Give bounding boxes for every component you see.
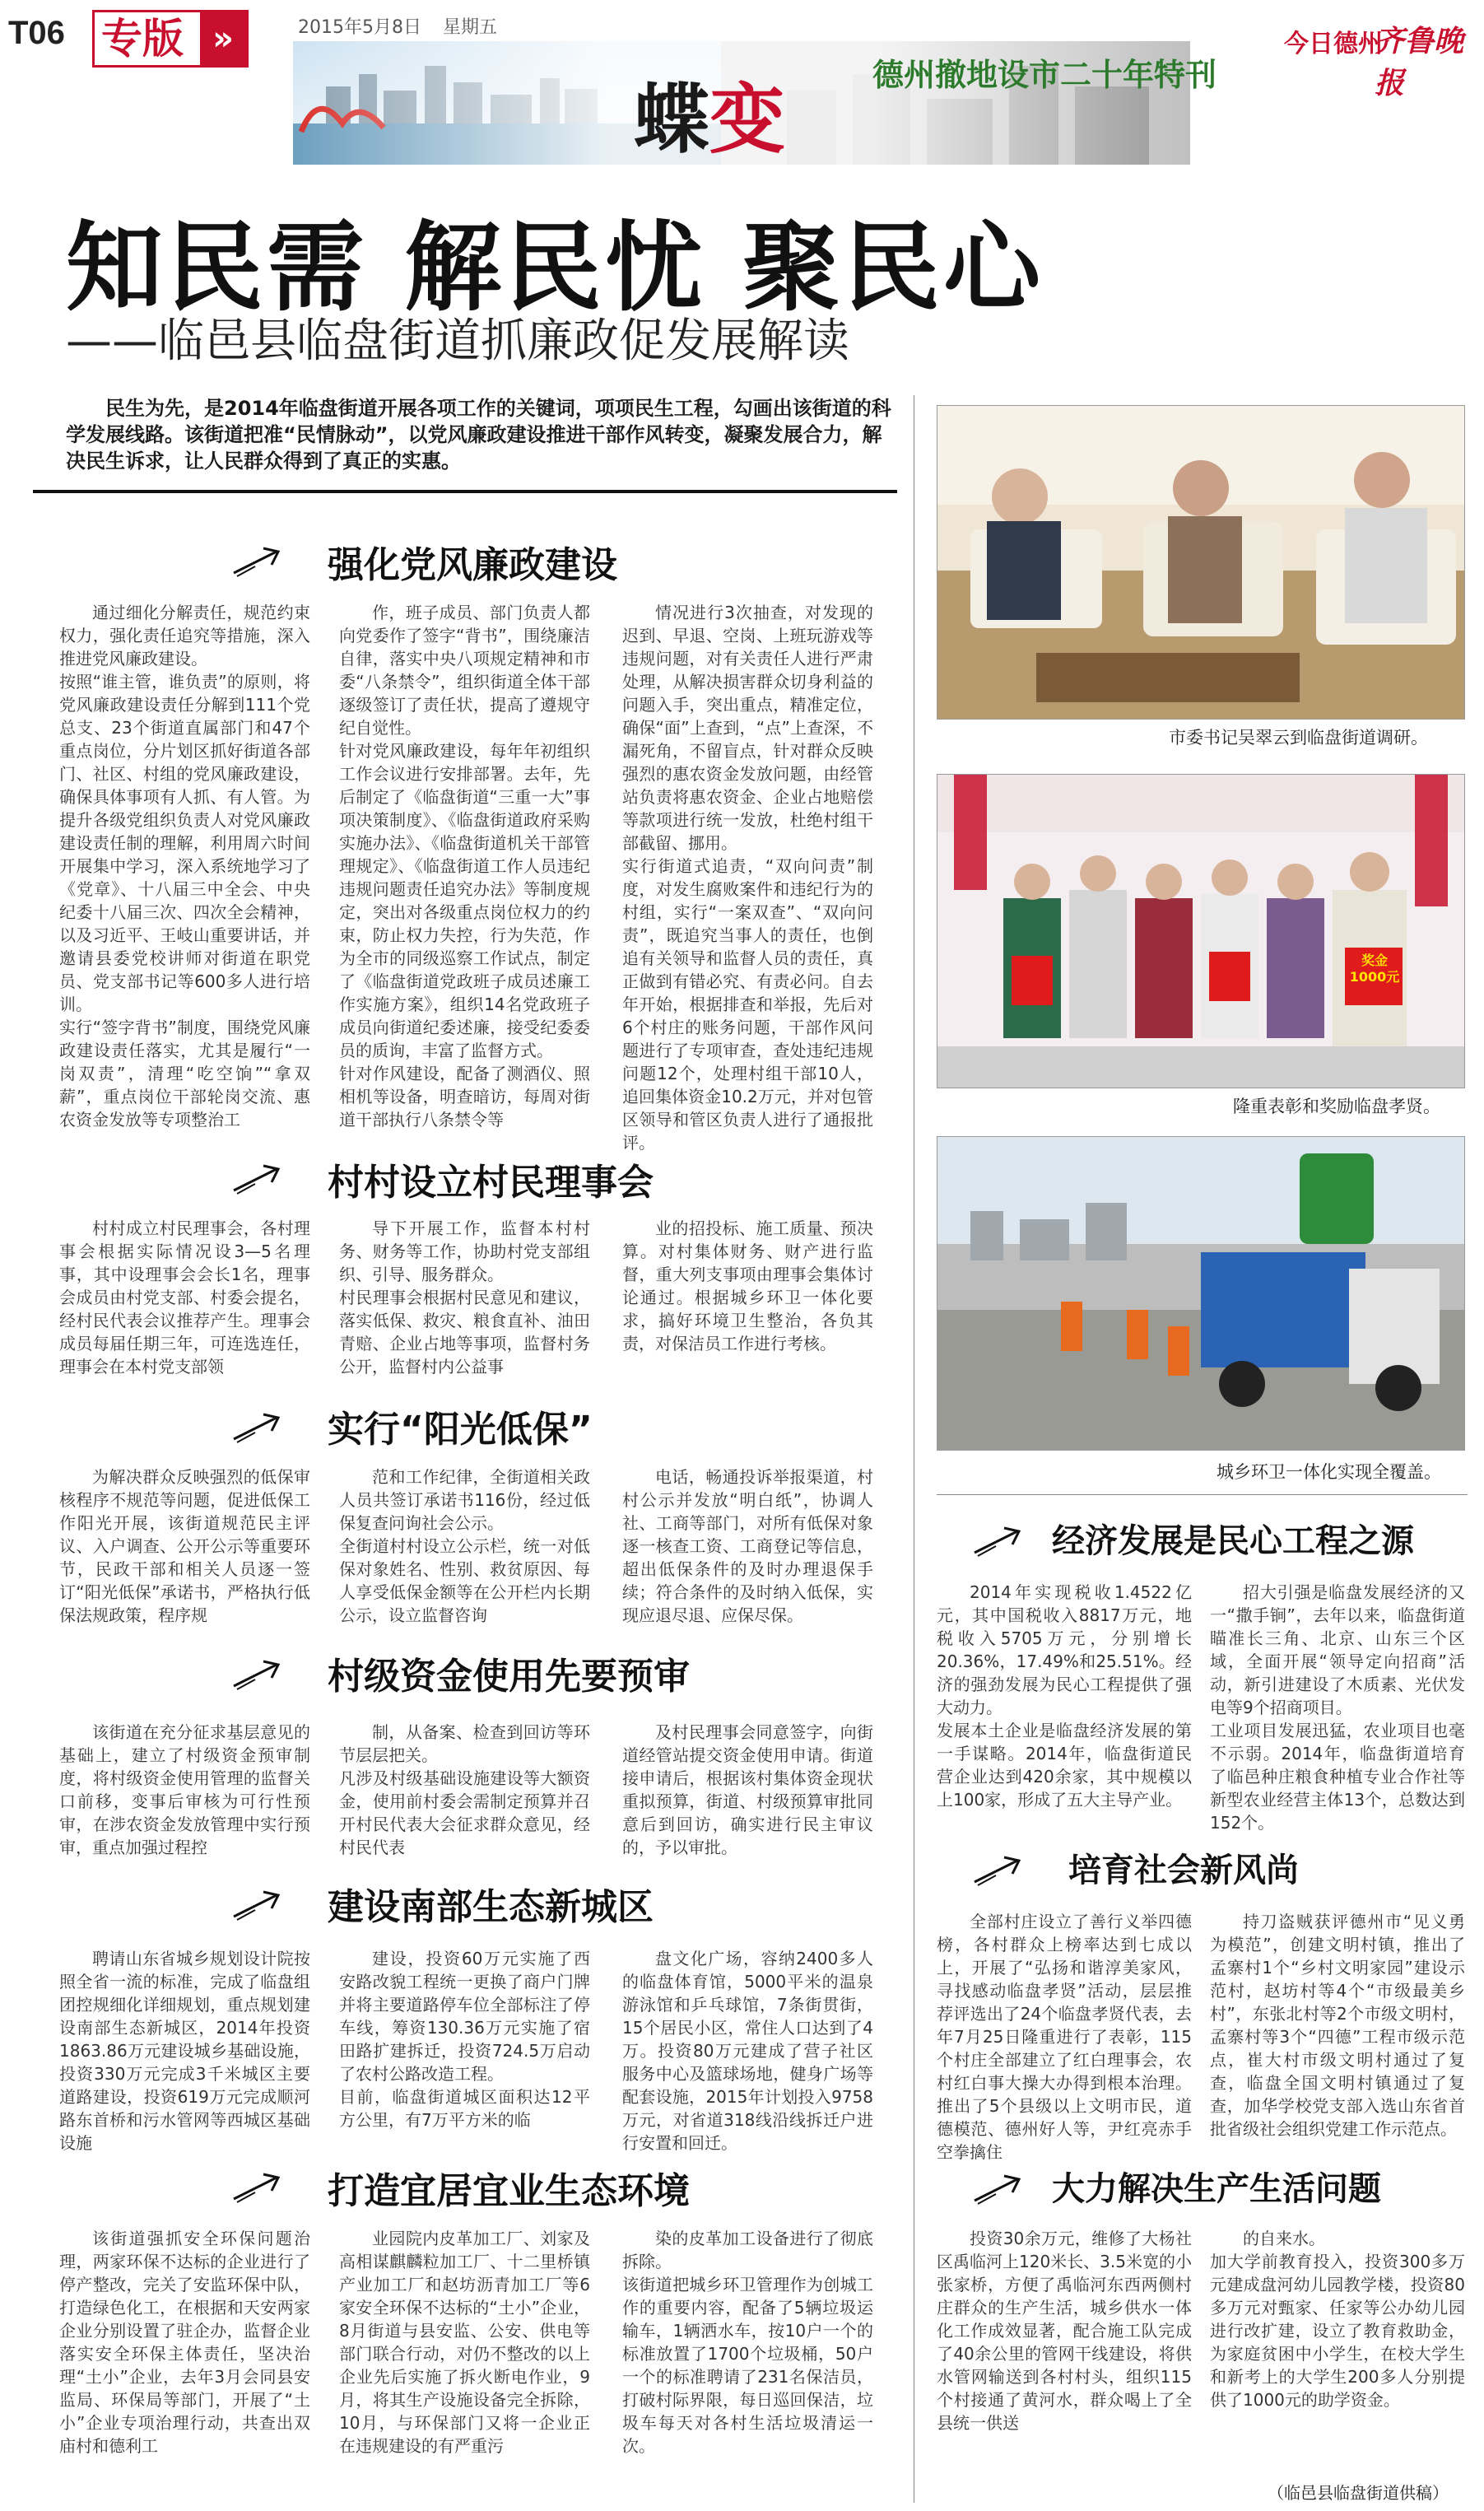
arrow-pen-icon	[230, 1409, 296, 1446]
arrow-pen-icon	[230, 2169, 296, 2206]
section-body-col2	[339, 1465, 590, 1638]
paragraph: 该街道在充分征求基层意见的基础上，建立了村级资金预审制度，将村级资金使用管理的监督关口前移，变事后审核为可行性预审，在涉农资金发放管理中实行预审，重点加强过程控	[59, 1722, 310, 1857]
section-body-col2	[339, 1721, 590, 1865]
chevron-right-icon: »	[200, 12, 246, 65]
section-label: 专版	[101, 15, 184, 63]
section-title: 建设南部生态新城区	[328, 1886, 654, 1928]
article-subheadline: ——临邑县临盘街道抓廉政促发展解读	[66, 314, 849, 368]
section-body-col1	[59, 1217, 310, 1381]
section-body-col3	[622, 1947, 873, 2161]
issue-weekday: 星期五	[443, 17, 498, 38]
paragraph: 制，从备案、检查到回访等环节层层把关。 凡涉及村级基础设施建设等大额资金，使用前村委会需制定预算并召开村民代表大会征求群众意见，经村民代表	[339, 1722, 590, 1857]
paragraph: 村村成立村民理事会，各村理事会根据实际情况设3—5名理事，其中设理事会会长1名，理事会成员由村党支部、村委会提名，经村民代表会议推荐产生。理事会成员每届任期三年，可连选连任，理事会在本村党支部领	[59, 1218, 310, 1377]
section-body-col3	[622, 2227, 873, 2507]
arrow-pen-icon	[230, 1887, 296, 1923]
section-title: 经济发展是民心工程之源	[1052, 1522, 1414, 1560]
section-body-col1	[59, 1465, 310, 1638]
photo-meeting	[937, 405, 1465, 720]
paragraph: 范和工作纪律，全街道相关政人员共签订承诺书116份，经过低保复查问询社会公示。 全街道村村设立公示栏，统一对低保对象姓名、性别、救贫原因、每人享受低保金额等在公开栏内长期公示，设立监督咨询	[339, 1467, 590, 1625]
award-badge-text: 奖金1000元	[1349, 953, 1400, 985]
banner-title-part2: 变	[709, 75, 786, 164]
brand-name-right: 齐鲁晚报	[1375, 24, 1464, 100]
paragraph: 为解决群众反映强烈的低保审核程序不规范等问题，促进低保工作阳光开展，该街道规范民主评议、入户调查、公开公示等重要环节，民政干部和相关人员逐一签订“阳光低保”承诺书，严格执行低保法规政策，程序规	[59, 1467, 310, 1625]
photo-caption: 隆重表彰和奖励临盘孝贤。	[1233, 1097, 1440, 1116]
section-title: 实行“阳光低保”	[328, 1409, 593, 1451]
paragraph: 聘请山东省城乡规划设计院按照全省一流的标准，完成了临盘组团控规细化详细规划，重点规划建设南部生态新城区，2014年投资1863.86万元建设城乡基础设施，投资330万元完成3千米城区主要道路建设，投资619万元完成顺河路东首桥和污水管网等西城区基础设施	[59, 1949, 310, 2153]
section-body-col2	[1210, 1910, 1465, 2157]
brand-name-left: 今日德州	[1284, 30, 1383, 58]
section-body-col2	[1210, 1581, 1465, 1844]
section-body-col2	[339, 2227, 590, 2507]
paragraph: 的自来水。 加大学前教育投入，投资300多万元建成盘河幼儿园教学楼，投资80多万元对甄家、任家等公办幼儿园进行改扩建，设立了教育救助金，为家庭贫困中小学生，在校大学生和新考上的大学生200多人分别提供了1000元的助学资金。	[1210, 2229, 1465, 2410]
page-number: T06	[8, 15, 65, 51]
section-title: 村级资金使用先要预审	[328, 1656, 690, 1698]
paragraph: 全部村庄设立了善行义举四德榜，各村群众上榜率达到七成以上，开展了“弘扬和谐淳美家风，寻找感动临盘孝贤”活动，层层推荐评选出了24个临盘孝贤代表，去年7月25日隆重进行了表彰，115个村庄全部建立了红白理事会，农村红白事大操大办得到根本治理。推出了5个县级以上文明市民，道德模范、德州好人等，尹红亮赤手空拳擒住	[937, 1912, 1192, 2162]
divider	[33, 490, 897, 493]
section-body-col1	[59, 601, 310, 1130]
section-title: 打造宜居宜业生态环境	[328, 2170, 690, 2212]
paragraph: 招大引强是临盘发展经济的又一“撒手锏”，去年以来，临盘街道瞄准长三角、北京、山东三个区域，全面开展“领导定向招商”活动，新引进建设了木质素、光伏发电等9个招商项目。 工业项目发展迅猛，农业项目也毫不示弱。2014年，临盘街道培育了临邑种庄粮食种植专业合作社等新型农业经营主体13个，总数达到152个。	[1210, 1582, 1465, 1833]
issue-date: 2015年5月8日	[298, 17, 421, 38]
paragraph: 2014年实现税收1.4522亿元，其中国税收入8817万元，地税收入5705万元，分别增长20.36%，17.49%和25.51%。经济的强劲发展为民心工程提供了强大动力。 发展本土企业是临盘经济发展的第一手谋略。2014年，临盘街道民营企业达到420余家，其中规模以上100家，形成了五大主导产业。	[937, 1582, 1192, 1810]
paragraph: 投资30余万元，维修了大杨社区禹临河上120米长、3.5米宽的小张家桥，方便了禹临河东西两侧村庄群众的生产生活，城乡供水一体化工作成效显著，配合施工队完成了40余公里的管网干线建设，将供水管网输送到各村村头，组织115个村接通了黄河水，群众喝上了全县统一供送	[937, 2229, 1192, 2433]
arrow-pen-icon	[230, 1656, 296, 1693]
section-title: 强化党风廉政建设	[328, 544, 617, 586]
section-body-col1	[937, 1910, 1192, 2162]
arrow-pen-icon	[230, 543, 296, 580]
paragraph: 染的皮革加工设备进行了彻底拆除。 该街道把城乡环卫管理作为创城工作的重要内容，配备了5辆垃圾运输车，1辆洒水车，按10户一个的标准放置了1700个垃圾桶，50户一个的标准聘请了231名保洁员，打破村际界限，每日巡回保洁，垃圾车每天对各村生活垃圾清运一次。	[622, 2229, 873, 2456]
section-body-col2	[339, 601, 590, 1130]
banner-subtitle: 德州撤地设市二十年特刊	[872, 57, 1217, 93]
paragraph: 持刀盗贼获评德州市“见义勇为模范”，创建文明村镇，推出了孟寨村1个“乡村文明家园”建设示范村，赵坊村等4个“市级最美乡村”，东张北村等2个市级文明村，孟寨村等3个“四德”工程市级示范点，崔大村市级文明村通过了复查，临盘全国文明村镇通过了复查，加华学校党支部入选山东省首批省级社会组织党建工作示范点。	[1210, 1912, 1465, 2139]
arrow-pen-icon	[230, 1161, 296, 1197]
arrow-pen-icon	[971, 2171, 1037, 2207]
section-body-col1	[937, 2227, 1192, 2474]
paragraph: 业园院内皮革加工厂、刘家及高相谋麒麟粒加工厂、十二里桥镇产业加工厂和赵坊沥青加工厂等6家安全环保不达标的“土小”企业，8月街道与县安监、公安、供电等部门联合行动，对仍不整改的以上企业先后实施了拆火断电作业，9月，将其生产设施设备完全拆除，10月，与环保部门又将一企业正在违规建设的有严重污	[339, 2229, 590, 2456]
paragraph: 作，班子成员、部门负责人都向党委作了签字“背书”，围绕廉洁自律，落实中央八项规定精神和市委“八条禁令”，组织街道全体干部逐级签订了责任状，提高了遵规守纪自觉性。 针对党风廉政建设，每年年初组织工作会议进行安排部署。去年，先后制定了《临盘街道“三重一大”事项决策制度》、《临盘街道政府采购实施办法》、《临盘街道机关干部管理规定》、《临盘街道工作人员违纪违规问题责任追究办法》等制度规定，突出对各级重点岗位权力的约束，防止权力失控，行为失范，作为全市的同级巡察工作试点，制定了《临盘街道党政班子成员述廉工作实施方案》，组织14名党政班子成员向街道纪委述廉，接受纪委委员的质询，丰富了监督方式。 针对作风建设，配备了测酒仪、照相机等设备，明查暗访，每周对街道干部执行八条禁令等	[339, 603, 590, 1130]
section-body-col2	[1210, 2227, 1465, 2474]
section-body-col1	[59, 2227, 310, 2507]
paragraph: 电话，畅通投诉举报渠道，村村公示并发放“明白纸”，协调人社、工商等部门，对所有低保对象逐一核查工资、工商登记等信息，超出低保条件的及时办理退保手续；符合条件的及时纳入低保，实现应退尽退、应保尽保。	[622, 1467, 873, 1625]
arrow-pen-icon	[971, 1852, 1037, 1889]
section-body-col3	[622, 1217, 873, 1381]
paragraph: 情况进行3次抽查，对发现的迟到、早退、空岗、上班玩游戏等违规问题，对有关责任人进行严肃处理，从解决损害群众切身利益的问题入手，突出重点，精准定位，确保“面”上查到，“点”上查深，不漏死角，不留盲点，针对群众反映强烈的惠农资金发放问题，由经管站负责将惠农资金、企业占地赔偿等款项进行统一发放，杜绝村组干部截留、挪用。 实行街道式追责，“双向问责”制度，对发生腐败案件和违纪行为的村组，实行“一案双查”、“双向问责”，既追究当事人的责任，也倒追有关领导和监督人员的责任，真正做到有错必究、有责必问。自去年开始，根据排查和举报，先后对6个村庄的账务问题，干部作风问题进行了专项审查，查处违纪违规问题12个，处理村组干部10人，追回集体资金10.2万元，并对包管区领导和管区负责人进行了通报批评。	[622, 603, 873, 1153]
paragraph: 该街道强抓安全环保问题治理，两家环保不达标的企业进行了停产整改，完关了安监环保中队，打造绿色化工，在根据和天安两家企业分别设置了驻企办，监督企业落实安全环保主体责任，坚决治理“土小”企业，去年3月会同县安监局、环保局等部门，开展了“土小”企业专项治理行动，共查出双庙村和德利工	[59, 2229, 310, 2456]
paragraph: 导下开展工作，监督本村村务、财务等工作，协助村党支部组织、引导、服务群众。 村民理事会根据村民意见和建议，落实低保、救灾、粮食直补、油田青赔、企业占地等事项，监督村务公开，监督村内公益事	[339, 1218, 590, 1377]
photo-caption: 城乡环卫一体化实现全覆盖。	[1217, 1462, 1441, 1482]
article-headline: 知民需 解民忧 聚民心	[66, 211, 1044, 324]
paragraph: 建设，投资60万元实施了西安路改貌工程统一更换了商户门牌并将主要道路停车位全部标注了停车线，筹资130.36万元实施了宿田路扩建拆迁，投资724.5万启动了农村公路改造工程。 目前，临盘街道城区面积达12平方公里，有7万平方米的临	[339, 1949, 590, 2130]
section-body-col3	[622, 1721, 873, 1865]
paragraph: 业的招投标、施工质量、预决算。对村集体财务、财产进行监督，重大列支事项由理事会集体讨论通过。根据城乡环卫一体化要求，搞好环境卫生整治，各负其责，对保洁员工作进行考核。	[622, 1218, 873, 1353]
section-body-col1	[937, 1581, 1192, 1844]
section-title: 培育社会新风尚	[1068, 1852, 1299, 1889]
section-body-col3	[622, 601, 873, 1153]
photo-award-ceremony	[937, 774, 1465, 1088]
section-body-col3	[622, 1465, 873, 1638]
section-body-col2	[339, 1947, 590, 2161]
photo-caption: 市委书记吴翠云到临盘街道调研。	[1169, 728, 1428, 748]
banner-title	[634, 59, 785, 168]
paragraph: 盘文化广场，容纳2400多人的临盘体育馆，5000平米的温泉游泳馆和乒乓球馆，7条街贯街，15个居民小区，常住人口达到了4万。投资80万元建成了营子社区服务中心及篮球场地，健身广场等配套设施，2015年计划投入9758万元，对省道318线沿线拆迁户进行安置和回迁。	[622, 1949, 873, 2153]
section-body-col1	[59, 1947, 310, 2161]
article-credit: （临邑县临盘街道供稿）	[1268, 2483, 1449, 2503]
section-title: 村村设立村民理事会	[328, 1162, 654, 1204]
divider	[937, 1494, 1468, 1495]
section-title: 大力解决生产生活问题	[1052, 2170, 1381, 2208]
section-body-col2	[339, 1217, 590, 1381]
photo-sanitation	[937, 1136, 1465, 1451]
section-tag	[92, 10, 249, 68]
paragraph: 通过细化分解责任，规范约束权力，强化责任追究等措施，深入推进党风廉政建设。 按照“谁主管，谁负责”的原则，将党风廉政建设责任分解到111个党总支、23个街道直属部门和47个重点岗位，分片划区抓好街道各部门、社区、村组的党风廉政建设，确保具体事项有人抓、有人管。为提升各级党组织负责人对党风廉政建设责任制的理解，利用周六时间开展集中学习，深入系统地学习了《党章》、十八届三中全会、中央纪委十八届三次、四次全会精神，以及习近平、王岐山重要讲话，并邀请县委党校讲师对街道在职党员、党支部书记等600多人进行培训。 实行“签字背书”制度，围绕党风廉政建设责任落实，尤其是履行“一岗双责”，清理“吃空饷”“拿双薪”，重点岗位干部轮岗交流、惠农资金发放等专项整治工	[59, 603, 310, 1130]
banner-title-part1: 蝶	[634, 75, 710, 164]
arrow-pen-icon	[971, 1523, 1037, 1559]
section-body-col1	[59, 1721, 310, 1865]
paragraph: 及村民理事会同意签字，向街道经管站提交资金使用申请。街道接申请后，根据该村集体资金现状重拟预算，街道、村级预算审批同意后到回访，确实进行民主审议的，予以审批。	[622, 1722, 873, 1857]
article-lead: 民生为先，是2014年临盘街道开展各项工作的关键词，项项民生工程，勾画出该街道的科学发展线路。该街道把准“民情脉动”，以党风廉政建设推进干部作风转变，凝聚发展合力，解决民生诉求，让人民群众得到了真正的实惠。	[66, 397, 891, 473]
